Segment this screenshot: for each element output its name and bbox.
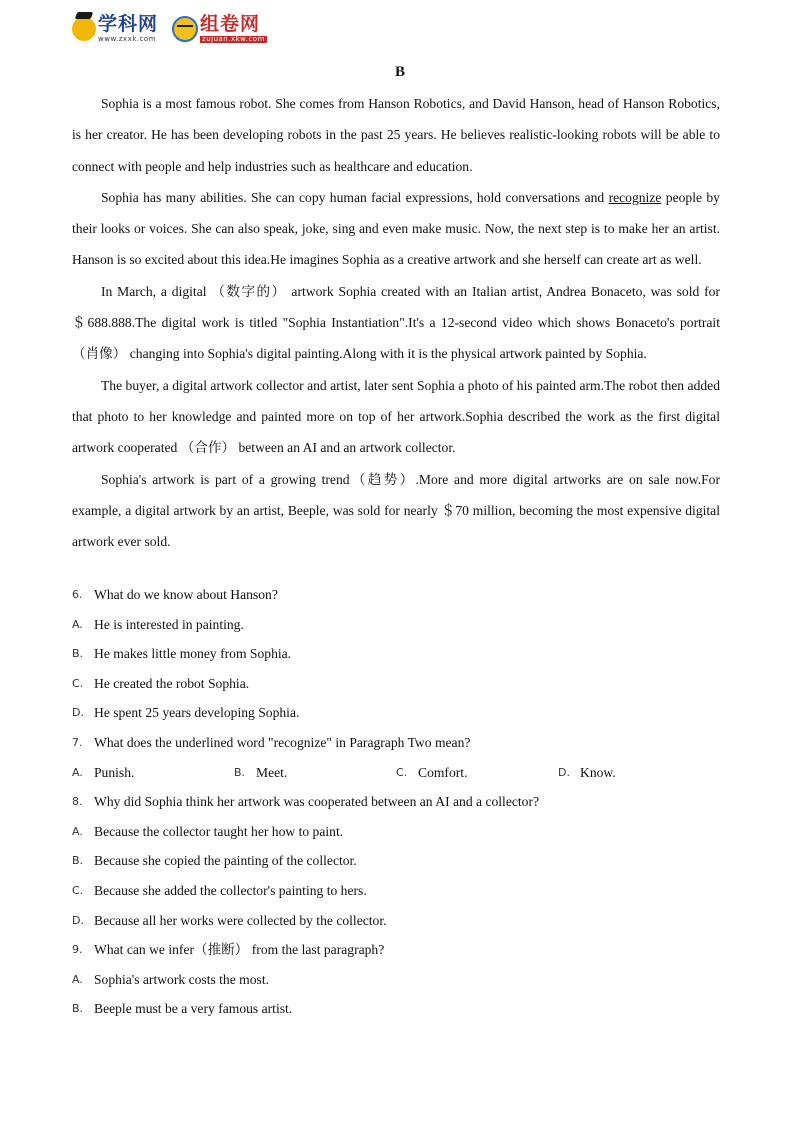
option-7d[interactable]: D. Know. xyxy=(558,764,616,780)
option-8c[interactable]: C. Because she added the collector's painting to hers. xyxy=(72,882,367,898)
zxxk-logo-name: 学科网 xyxy=(98,13,159,35)
graduation-cap-icon xyxy=(72,17,96,41)
zujuan-logo[interactable] xyxy=(172,15,267,43)
option-7b[interactable]: B. Meet. xyxy=(234,764,288,780)
paragraph-2: Sophia has many abilities. She can copy human facial expressions, hold conversations and recognize people by their looks or voices. She can also speak, joke, sing and even make music. Now, the next step is to make her an artist. Hanson is so excited about this idea.He imagines Sophia as a creative artwork and she herself can create art as well. xyxy=(72,189,720,268)
zxxk-logo-url: www.zxxk.com xyxy=(98,35,156,43)
option-6a[interactable]: A. He is interested in painting. xyxy=(72,616,244,632)
underlined-word: recognize xyxy=(608,189,662,205)
paragraph-5: Sophia's artwork is part of a growing trend（趋势）.More and more digital artworks are on sale now.For example, a digital artwork by an artist, Beeple, was sold for nearly ＄70 million, becoming the most expensive digital artwork ever sold. xyxy=(72,471,720,550)
page-header xyxy=(72,12,281,46)
option-8a[interactable]: A. Because the collector taught her how to paint. xyxy=(72,823,344,839)
option-6b[interactable]: B. He makes little money from Sophia. xyxy=(72,646,292,662)
zujuan-logo-name: 组卷网 xyxy=(200,13,261,35)
zxxk-logo[interactable] xyxy=(72,15,158,43)
student-face-icon xyxy=(172,16,198,42)
question-list xyxy=(72,580,720,1024)
question-9: 9. What can we infer（推断） from the last paragraph? xyxy=(72,935,720,965)
option-6d[interactable]: D. He spent 25 years developing Sophia. xyxy=(72,705,300,721)
question-text: What does the underlined word "recognize" in Paragraph Two mean? xyxy=(94,734,471,750)
option-9a[interactable]: A. Sophia's artwork costs the most. xyxy=(72,971,269,987)
zujuan-logo-url: zujuan.xkw.com xyxy=(202,35,265,43)
option-8b[interactable]: B. Because she copied the painting of the collector. xyxy=(72,853,357,869)
reading-passage xyxy=(72,88,720,557)
option-9b[interactable]: B. Beeple must be a very famous artist. xyxy=(72,1001,293,1017)
question-7: 7. What does the underlined word "recognize" in Paragraph Two mean? xyxy=(72,728,720,758)
question-text: What can we infer（推断） from the last paragraph? xyxy=(94,942,385,958)
question-text: Why did Sophia think her artwork was cooperated between an AI and a collector? xyxy=(94,794,540,810)
options-7 xyxy=(72,758,720,788)
option-8d[interactable]: D. Because all her works were collected by the collector. xyxy=(72,912,387,928)
option-7a[interactable]: A. Punish. xyxy=(72,764,135,780)
paragraph-3: In March, a digital （数字的） artwork Sophia created with an Italian artist, Andrea Bonaceto, was sold for ＄688.888.The digital work is titled "Sophia Instantiation".It's a 12‐second video which shows Bonaceto's portrait （肖像） changing into Sophia's digital painting.Along with it is the physical artwork painted by Sophia. xyxy=(72,283,720,362)
paragraph-1: Sophia is a most famous robot. She comes from Hanson Robotics, and David Hanson, head of Hanson Robotics, is her creator. He has been developing robots in the past 25 years. He believes realistic‐looking robots will be able to connect with people and help industries such as healthcare and education. xyxy=(72,96,720,174)
question-8: 8. Why did Sophia think her artwork was cooperated between an AI and a collector? xyxy=(72,787,720,817)
question-text: What do we know about Hanson? xyxy=(94,587,278,602)
paragraph-4: The buyer, a digital artwork collector and artist, later sent Sophia a photo of his painted arm.The robot then added that photo to her knowledge and painted more on top of her artwork.Sophia described the work as the first digital artwork cooperated （合作） between an AI and an artwork collector. xyxy=(72,377,720,456)
question-6: 6. What do we know about Hanson? xyxy=(72,580,720,610)
option-6c[interactable]: C. He created the robot Sophia. xyxy=(72,675,250,691)
section-title: B xyxy=(394,64,405,80)
option-7c[interactable]: C. Comfort. xyxy=(396,764,468,780)
